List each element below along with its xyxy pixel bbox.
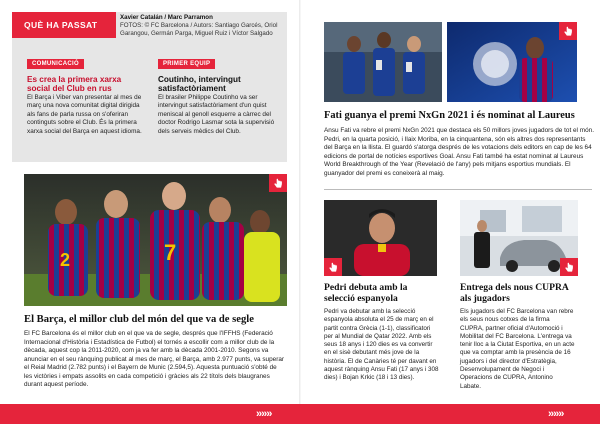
brief-communication bbox=[27, 52, 144, 136]
svg-text:7: 7 bbox=[164, 240, 177, 265]
brief-text: El brasiler Philippe Coutinho va ser intervingut satisfactòriament d'un quist meniscal al genoll esquerre a càrrec del doctor Rodrigo Lasmar sota la supervisió dels serveis mèdics del Club. bbox=[158, 94, 275, 135]
award-illustration bbox=[324, 22, 442, 102]
fati-article-title: Fati guanya el premi NxGn 2021 i és nominat al Laureus bbox=[324, 110, 575, 121]
celebration-photo bbox=[24, 174, 287, 306]
celebration-illustration bbox=[24, 174, 287, 306]
fati-article-text: Ansu Fati va rebre el premi NxGn 2021 que destaca els 50 millors joves jugadors de tot el món. Pedri, en la quarta posició, i Ilaix Moriba, en la cinquantena, són els altres dos representants del Barça en la llista. El guardó s'atorga després de les votacions dels editors en cap de les 64 edicions de portal de notícies esportives Goal. Ansu Fati també ha estat nominat al Laureus World Breakthrough of the Year (Revelació de l'any) pels mitjans esportius mundials. El guanyador del premi es coneixerà al maig. bbox=[324, 127, 594, 177]
footer-bar bbox=[0, 404, 600, 424]
brief-text: El Barça i Viber van presentar al mes de març una nova comunitat digital dirigida als fans de parla russa on s'oferiran continguts sobre el Club. És la primera xarxa social del Barça en aquest idioma. bbox=[27, 94, 142, 135]
cupra-photo bbox=[460, 200, 578, 276]
page-gutter bbox=[299, 0, 301, 424]
fati-illustration bbox=[447, 22, 577, 102]
section-tab: QUÈ HA PASSAT bbox=[12, 12, 116, 38]
cupra-article-title: Entrega dels nous CUPRA als jugadors bbox=[460, 282, 569, 304]
pedri-article-text: Pedri va debutar amb la selecció espanyola absoluta el 25 de març en el partit contra Grècia (1-1), classificatori per al Mundial de Qatar 2022. Amb els seus 18 anys i 120 dies es va convertir en el sisè debutant més jove de la història. El de Canàries té per davant en aquest rànquing Ansu Fati (17 anys i 308 dies) i Bojan Krkic (18 i 13 dies). bbox=[324, 308, 439, 382]
award-photo bbox=[324, 22, 442, 102]
brief-first-team bbox=[158, 52, 275, 136]
hand-pointer-icon bbox=[269, 174, 287, 192]
brief-tag: PRIMER EQUIP bbox=[158, 59, 215, 69]
fati-photo bbox=[447, 22, 577, 102]
left-page bbox=[0, 0, 300, 404]
chevron-right-icon: »»» bbox=[548, 408, 564, 420]
pedri-photo bbox=[324, 200, 437, 276]
brief-title: Es crea la primera xarxa social del Club en rus bbox=[27, 75, 122, 93]
cupra-article-text: Els jugadors del FC Barcelona van rebre els seus nous cotxes de la firma CUPRA, partner oficial d'Automoció i Mobilitat del FC Barcelona. L'entrega va tenir lloc a la Ciutat Esportiva, en un acte que va comptar amb la presència de 16 jugadors i del director d'Estratègia, Desenvolupament de Negoci i Operacions de CUPRA, Antonino Labate. bbox=[460, 308, 575, 390]
brief-tag: COMUNICACIÓ bbox=[27, 59, 84, 69]
hand-pointer-icon bbox=[560, 258, 578, 276]
credits-authors: Xavier Catalán / Marc Parramon bbox=[120, 14, 213, 21]
brief-title: Coutinho, intervingut satisfactòriament bbox=[158, 75, 241, 93]
hand-pointer-icon bbox=[324, 258, 342, 276]
main-article-title: El Barça, el millor club del món del que va de segle bbox=[24, 314, 254, 325]
hand-pointer-icon bbox=[559, 22, 577, 40]
credits bbox=[120, 14, 290, 38]
main-article-text: El FC Barcelona és el millor club en el que va de segle, després que l'IFFHS (Federació Internacional d'Història i Estadística de Futbol) el tornés a escollir com a millor club de la dècada, aquest cop la 2011-2020, com ja va fer amb la dècada 2001-2010. Segons va anunciar en el seu rànquing publicat al mes de març, el Barça, amb 2.977 punts, va superar el Reial Madrid (2.782 punts) i el Bayern de Munic (2.594,5). Aquesta puntuació s'obté de les victòries i empats assolits en cada competició i gràcies als 22 títols dels blaugranes durant aquest període. bbox=[24, 330, 285, 388]
credits-photos: FOTOS: © FC Barcelona / Autors: Santiago Garcés, Oriol Garangou, Germán Parga, Miguel Ruiz i Víctor Salgado bbox=[120, 22, 278, 37]
chevron-right-icon: »»» bbox=[256, 408, 272, 420]
section-divider bbox=[324, 189, 592, 190]
right-page bbox=[300, 0, 600, 404]
svg-text:2: 2 bbox=[60, 250, 71, 270]
pedri-article-title: Pedri debuta amb la selecció espanyola bbox=[324, 282, 408, 304]
